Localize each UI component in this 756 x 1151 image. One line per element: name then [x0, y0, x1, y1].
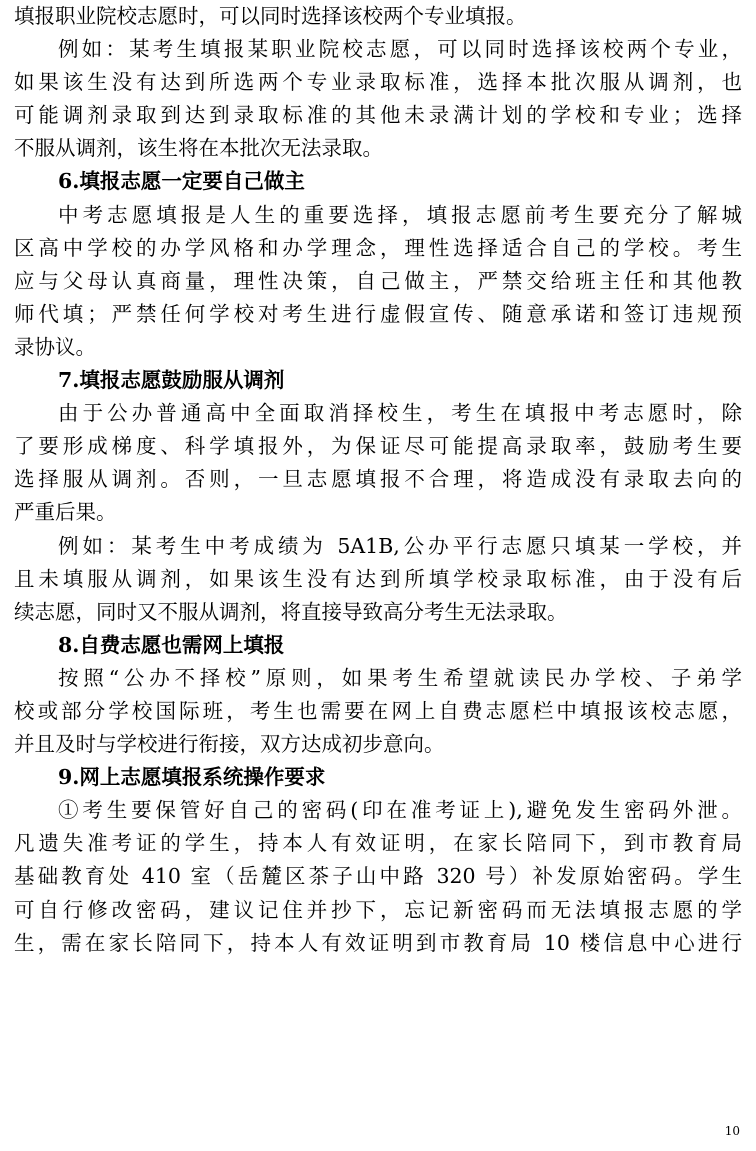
text-line: 填报职业院校志愿时，可以同时选择该校两个专业填报。 — [14, 4, 527, 28]
text-line: 由于公办普通高中全面取消择校生，考生在填报中考志愿时，除 — [58, 401, 742, 426]
text-line: 且未填服从调剂，如果该生没有达到所填学校录取标准，由于没有后 — [14, 566, 742, 591]
page-number: 10 — [724, 1124, 740, 1138]
section-heading-8: 8.自费志愿也需网上填报 — [58, 632, 285, 657]
text-line: 如果该生没有达到所选两个专业录取标准，选择本批次服从调剂，也 — [14, 70, 742, 95]
text-line: 按照“公办不择校”原则，如果考生希望就读民办学校、子弟学 — [58, 665, 742, 690]
text-line: 选择服从调剂。否则，一旦志愿填报不合理，将造成没有录取去向的 — [14, 467, 742, 492]
section-heading-9: 9.网上志愿填报系统操作要求 — [58, 765, 326, 790]
text-line: 并且及时与学校进行衔接，双方达成初步意向。 — [14, 732, 445, 757]
text-line: 例如：某考生中考成绩为 5A1B,公办平行志愿只填某一学校，并 — [58, 533, 742, 558]
text-line: 应与父母认真商量，理性决策，自己做主，严禁交给班主任和其他教 — [14, 268, 742, 293]
text-line: 严重后果。 — [14, 500, 117, 525]
text-line: 区高中学校的办学风格和办学理念，理性选择适合自己的学校。考生 — [14, 235, 742, 260]
text-line: 可自行修改密码，建议记住并抄下，忘记新密码而无法填报志愿的学 — [14, 897, 742, 922]
text-line: 基础教育处 410 室（岳麓区茶子山中路 320 号）补发原始密码。学生 — [14, 864, 742, 889]
text-line: 了要形成梯度、科学填报外，为保证尽可能提高录取率，鼓励考生要 — [14, 434, 742, 459]
text-line: 生，需在家长陪同下，持本人有效证明到市教育局 10 楼信息中心进行 — [14, 930, 742, 955]
text-line: 续志愿，同时又不服从调剂，将直接导致高分考生无法录取。 — [14, 599, 568, 624]
text-line: 例如：某考生填报某职业院校志愿，可以同时选择该校两个专业， — [58, 37, 742, 62]
text-line: 可能调剂录取到达到录取标准的其他未录满计划的学校和专业；选择 — [14, 103, 742, 128]
document-page — [14, 0, 742, 960]
text-line: ①考生要保管好自己的密码(印在准考证上),避免发生密码外泄。 — [58, 798, 742, 823]
text-line: 校或部分学校国际班，考生也需要在网上自费志愿栏中填报该校志愿， — [14, 698, 742, 723]
text-line: 师代填；严禁任何学校对考生进行虚假宣传、随意承诺和签订违规预 — [14, 301, 742, 326]
text-line: 不服从调剂，该生将在本批次无法录取。 — [14, 136, 383, 161]
section-heading-7: 7.填报志愿鼓励服从调剂 — [58, 368, 285, 393]
text-line: 中考志愿填报是人生的重要选择，填报志愿前考生要充分了解城 — [58, 202, 742, 227]
text-line: 凡遗失准考证的学生，持本人有效证明，在家长陪同下，到市教育局 — [14, 831, 742, 856]
section-heading-6: 6.填报志愿一定要自己做主 — [58, 169, 305, 194]
text-line: 录协议。 — [14, 334, 96, 359]
